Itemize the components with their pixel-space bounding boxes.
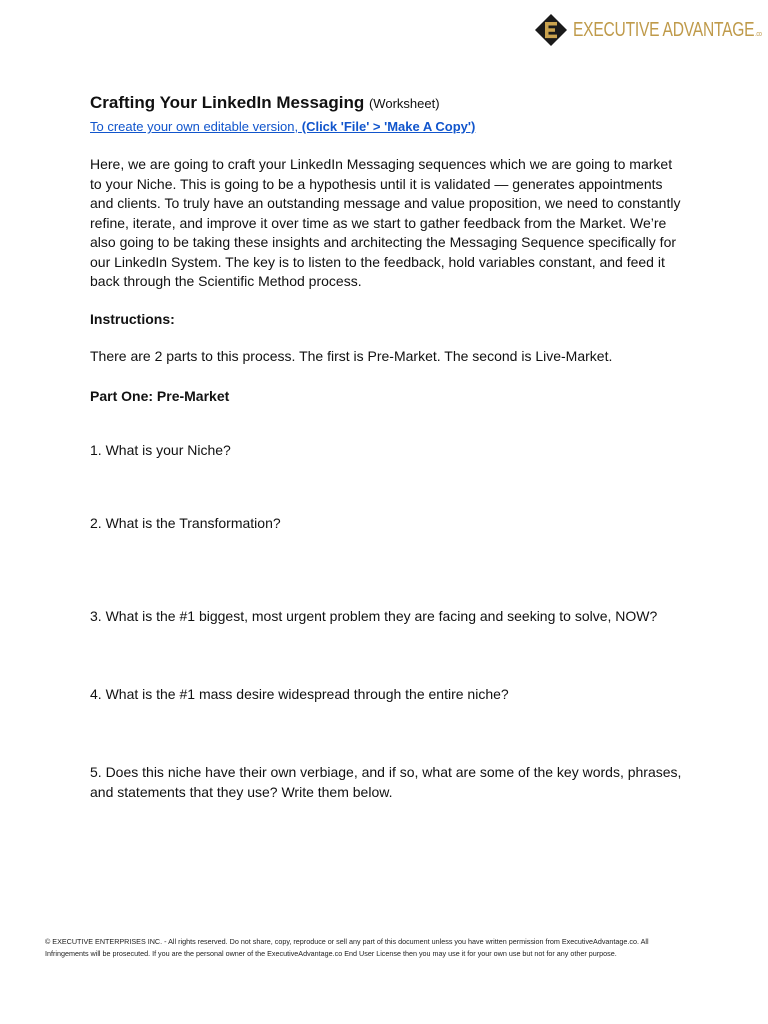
diamond-e-logo-icon <box>534 13 568 47</box>
title-suffix: (Worksheet) <box>368 96 440 111</box>
document-body <box>90 92 682 292</box>
brand-suffix: .co <box>755 30 762 38</box>
brand-name: EXECUTIVE ADVANTAGE.co <box>573 18 762 41</box>
brand-logo <box>534 13 768 47</box>
title-line <box>90 92 682 115</box>
make-copy-link[interactable]: To create your own editable version, (Click 'File' > 'Make A Copy') <box>90 119 476 134</box>
question-4: 4. What is the #1 mass desire widespread through the entire niche? <box>90 686 509 702</box>
question-5: 5. Does this niche have their own verbiage, and if so, what are some of the key words, phrases, and statements that they use? Write them below. <box>90 764 682 800</box>
make-copy-link-bold: (Click 'File' > 'Make A Copy') <box>301 119 476 134</box>
intro-paragraph: Here, we are going to craft your LinkedIn Messaging sequences which we are going to market to your Niche. This is going to be a hypothesis until it is validated — generates appointments and clients. To truly have an outstanding message and value proposition, we need to constantly refine, iterate, and improve it over time as we start to gather feedback from the Market. We’re also going to be taking these insights and architecting the Messaging Sequence specifically for our LinkedIn System. The key is to listen to the feedback, hold variables constant, and feed it back through the Scientific Method process. <box>90 156 681 289</box>
copyright-footer: © EXECUTIVE ENTERPRISES INC. - All rights reserved. Do not share, copy, reproduce or sell any part of this document unless you have written permission from ExecutiveAdvantage.co. All Infringements will be prosecuted. If you are the personal owner of the ExecutiveAdvantage.co End User License then you may use it for your own use but not for any other purpose. <box>45 937 649 958</box>
instructions-heading: Instructions: <box>90 311 175 327</box>
instructions-text: There are 2 parts to this process. The first is Pre-Market. The second is Live-Market. <box>90 348 613 364</box>
question-2: 2. What is the Transformation? <box>90 515 281 531</box>
page-title: Crafting Your LinkedIn Messaging <box>90 93 365 112</box>
part-one-heading: Part One: Pre-Market <box>90 388 230 404</box>
question-3: 3. What is the #1 biggest, most urgent problem they are facing and seeking to solve, NOW? <box>90 608 658 624</box>
question-1: 1. What is your Niche? <box>90 442 231 458</box>
